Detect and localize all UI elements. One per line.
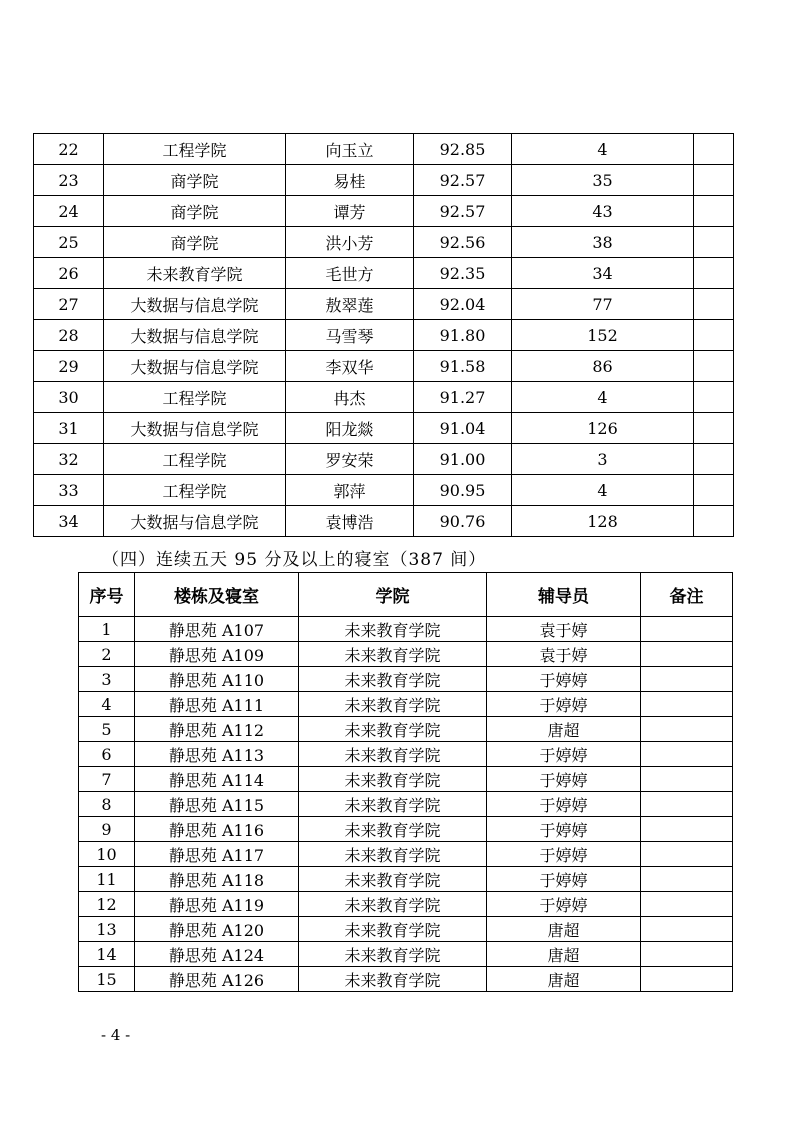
cell-remarks <box>641 942 733 967</box>
ranking-row <box>34 289 734 320</box>
cell-remarks <box>694 320 734 351</box>
cell-college: 未来教育学院 <box>299 967 487 992</box>
section-heading: （四）连续五天 95 分及以上的寝室（387 间） <box>102 550 487 570</box>
cell-count: 38 <box>512 227 694 258</box>
cell-college: 未来教育学院 <box>299 792 487 817</box>
cell-remarks <box>694 165 734 196</box>
cell-dorm: 静思苑 A120 <box>135 917 299 942</box>
cell-rank: 30 <box>34 382 104 413</box>
cell-name: 敖翠莲 <box>286 289 414 320</box>
cell-name: 袁博浩 <box>286 506 414 537</box>
ranking-row <box>34 165 734 196</box>
cell-rank: 23 <box>34 165 104 196</box>
ranking-row <box>34 134 734 165</box>
ranking-row <box>34 382 734 413</box>
cell-count: 43 <box>512 196 694 227</box>
cell-score: 91.00 <box>414 444 512 475</box>
cell-count: 4 <box>512 134 694 165</box>
cell-count: 152 <box>512 320 694 351</box>
cell-dorm: 静思苑 A117 <box>135 842 299 867</box>
ranking-table-continued <box>33 133 734 537</box>
cell-count: 34 <box>512 258 694 289</box>
cell-remarks <box>694 196 734 227</box>
cell-remarks <box>694 289 734 320</box>
cell-score: 91.04 <box>414 413 512 444</box>
cell-college: 未来教育学院 <box>299 842 487 867</box>
cell-remarks <box>694 444 734 475</box>
ranking-row <box>34 320 734 351</box>
dorm-row <box>79 942 733 967</box>
cell-remarks <box>694 475 734 506</box>
cell-index: 2 <box>79 642 135 667</box>
cell-score: 90.95 <box>414 475 512 506</box>
cell-counselor: 于婷婷 <box>487 767 641 792</box>
dorm-row <box>79 842 733 867</box>
cell-score: 90.76 <box>414 506 512 537</box>
cell-remarks <box>694 413 734 444</box>
dorm-table-header-row <box>79 573 733 617</box>
cell-remarks <box>641 667 733 692</box>
cell-college: 未来教育学院 <box>299 817 487 842</box>
cell-counselor: 于婷婷 <box>487 842 641 867</box>
dorm-row <box>79 967 733 992</box>
cell-dorm: 静思苑 A107 <box>135 617 299 642</box>
cell-college: 大数据与信息学院 <box>104 320 286 351</box>
cell-remarks <box>641 967 733 992</box>
cell-name: 易桂 <box>286 165 414 196</box>
cell-index: 8 <box>79 792 135 817</box>
cell-score: 91.58 <box>414 351 512 382</box>
cell-name: 向玉立 <box>286 134 414 165</box>
cell-counselor: 于婷婷 <box>487 792 641 817</box>
cell-college: 未来教育学院 <box>299 642 487 667</box>
cell-score: 92.35 <box>414 258 512 289</box>
cell-rank: 34 <box>34 506 104 537</box>
dorm-row <box>79 717 733 742</box>
dorm-row <box>79 617 733 642</box>
cell-rank: 27 <box>34 289 104 320</box>
cell-remarks <box>641 742 733 767</box>
cell-count: 86 <box>512 351 694 382</box>
cell-count: 3 <box>512 444 694 475</box>
cell-remarks <box>694 351 734 382</box>
cell-index: 14 <box>79 942 135 967</box>
cell-name: 阳龙燚 <box>286 413 414 444</box>
cell-college: 大数据与信息学院 <box>104 506 286 537</box>
cell-remarks <box>641 642 733 667</box>
cell-dorm: 静思苑 A114 <box>135 767 299 792</box>
cell-counselor: 唐超 <box>487 967 641 992</box>
cell-remarks <box>641 817 733 842</box>
cell-name: 洪小芳 <box>286 227 414 258</box>
dorm-row <box>79 667 733 692</box>
cell-name: 罗安荣 <box>286 444 414 475</box>
cell-count: 4 <box>512 475 694 506</box>
cell-college: 未来教育学院 <box>299 942 487 967</box>
cell-college: 工程学院 <box>104 475 286 506</box>
cell-college: 未来教育学院 <box>299 692 487 717</box>
cell-remarks <box>694 506 734 537</box>
cell-rank: 32 <box>34 444 104 475</box>
cell-remarks <box>641 842 733 867</box>
cell-counselor: 于婷婷 <box>487 867 641 892</box>
dorm-row <box>79 767 733 792</box>
dorm-row <box>79 867 733 892</box>
cell-rank: 24 <box>34 196 104 227</box>
dorm-row <box>79 917 733 942</box>
cell-score: 92.56 <box>414 227 512 258</box>
cell-index: 1 <box>79 617 135 642</box>
cell-remarks <box>641 767 733 792</box>
cell-college: 大数据与信息学院 <box>104 351 286 382</box>
cell-name: 郭萍 <box>286 475 414 506</box>
cell-count: 4 <box>512 382 694 413</box>
cell-dorm: 静思苑 A116 <box>135 817 299 842</box>
cell-index: 15 <box>79 967 135 992</box>
header-dorm: 楼栋及寝室 <box>135 573 299 617</box>
cell-rank: 33 <box>34 475 104 506</box>
cell-remarks <box>694 134 734 165</box>
cell-counselor: 袁于婷 <box>487 642 641 667</box>
dorm-row <box>79 692 733 717</box>
header-index: 序号 <box>79 573 135 617</box>
dorm-table <box>78 572 733 992</box>
cell-counselor: 于婷婷 <box>487 667 641 692</box>
cell-index: 4 <box>79 692 135 717</box>
cell-counselor: 袁于婷 <box>487 617 641 642</box>
cell-index: 6 <box>79 742 135 767</box>
cell-remarks <box>641 792 733 817</box>
cell-college: 工程学院 <box>104 444 286 475</box>
ranking-row <box>34 258 734 289</box>
cell-college: 商学院 <box>104 227 286 258</box>
cell-index: 5 <box>79 717 135 742</box>
ranking-row <box>34 196 734 227</box>
ranking-row <box>34 444 734 475</box>
cell-rank: 25 <box>34 227 104 258</box>
cell-score: 91.80 <box>414 320 512 351</box>
page-number: - 4 - <box>101 1026 131 1044</box>
cell-dorm: 静思苑 A119 <box>135 892 299 917</box>
cell-remarks <box>694 382 734 413</box>
cell-index: 10 <box>79 842 135 867</box>
cell-rank: 22 <box>34 134 104 165</box>
cell-index: 12 <box>79 892 135 917</box>
cell-college: 工程学院 <box>104 134 286 165</box>
cell-dorm: 静思苑 A109 <box>135 642 299 667</box>
ranking-row <box>34 413 734 444</box>
cell-remarks <box>694 227 734 258</box>
cell-remarks <box>641 867 733 892</box>
header-college: 学院 <box>299 573 487 617</box>
cell-dorm: 静思苑 A113 <box>135 742 299 767</box>
cell-score: 92.57 <box>414 196 512 227</box>
ranking-row <box>34 506 734 537</box>
cell-remarks <box>694 258 734 289</box>
cell-count: 77 <box>512 289 694 320</box>
cell-dorm: 静思苑 A115 <box>135 792 299 817</box>
header-remarks: 备注 <box>641 573 733 617</box>
cell-index: 11 <box>79 867 135 892</box>
cell-index: 7 <box>79 767 135 792</box>
dorm-row <box>79 817 733 842</box>
cell-name: 谭芳 <box>286 196 414 227</box>
cell-remarks <box>641 717 733 742</box>
header-counselor: 辅导员 <box>487 573 641 617</box>
cell-dorm: 静思苑 A126 <box>135 967 299 992</box>
cell-name: 李双华 <box>286 351 414 382</box>
cell-remarks <box>641 692 733 717</box>
cell-score: 91.27 <box>414 382 512 413</box>
cell-dorm: 静思苑 A111 <box>135 692 299 717</box>
cell-counselor: 于婷婷 <box>487 892 641 917</box>
cell-dorm: 静思苑 A124 <box>135 942 299 967</box>
cell-dorm: 静思苑 A112 <box>135 717 299 742</box>
dorm-row <box>79 742 733 767</box>
dorm-row <box>79 892 733 917</box>
cell-counselor: 于婷婷 <box>487 692 641 717</box>
cell-rank: 28 <box>34 320 104 351</box>
cell-dorm: 静思苑 A118 <box>135 867 299 892</box>
cell-index: 3 <box>79 667 135 692</box>
ranking-row <box>34 475 734 506</box>
cell-score: 92.85 <box>414 134 512 165</box>
cell-index: 9 <box>79 817 135 842</box>
dorm-row <box>79 792 733 817</box>
cell-name: 马雪琴 <box>286 320 414 351</box>
cell-remarks <box>641 917 733 942</box>
cell-name: 冉杰 <box>286 382 414 413</box>
ranking-row <box>34 227 734 258</box>
cell-name: 毛世方 <box>286 258 414 289</box>
cell-dorm: 静思苑 A110 <box>135 667 299 692</box>
cell-counselor: 于婷婷 <box>487 742 641 767</box>
cell-college: 未来教育学院 <box>299 917 487 942</box>
cell-counselor: 于婷婷 <box>487 817 641 842</box>
cell-college: 工程学院 <box>104 382 286 413</box>
cell-counselor: 唐超 <box>487 717 641 742</box>
cell-college: 未来教育学院 <box>299 667 487 692</box>
cell-college: 未来教育学院 <box>299 767 487 792</box>
cell-college: 未来教育学院 <box>299 867 487 892</box>
cell-score: 92.04 <box>414 289 512 320</box>
cell-index: 13 <box>79 917 135 942</box>
dorm-row <box>79 642 733 667</box>
cell-remarks <box>641 617 733 642</box>
cell-score: 92.57 <box>414 165 512 196</box>
cell-remarks <box>641 892 733 917</box>
cell-college: 大数据与信息学院 <box>104 413 286 444</box>
cell-count: 35 <box>512 165 694 196</box>
cell-college: 未来教育学院 <box>104 258 286 289</box>
cell-count: 126 <box>512 413 694 444</box>
cell-rank: 31 <box>34 413 104 444</box>
cell-college: 商学院 <box>104 196 286 227</box>
cell-college: 商学院 <box>104 165 286 196</box>
cell-college: 未来教育学院 <box>299 617 487 642</box>
cell-rank: 29 <box>34 351 104 382</box>
cell-counselor: 唐超 <box>487 917 641 942</box>
cell-count: 128 <box>512 506 694 537</box>
cell-college: 大数据与信息学院 <box>104 289 286 320</box>
cell-counselor: 唐超 <box>487 942 641 967</box>
cell-college: 未来教育学院 <box>299 892 487 917</box>
cell-college: 未来教育学院 <box>299 742 487 767</box>
ranking-row <box>34 351 734 382</box>
cell-college: 未来教育学院 <box>299 717 487 742</box>
cell-rank: 26 <box>34 258 104 289</box>
